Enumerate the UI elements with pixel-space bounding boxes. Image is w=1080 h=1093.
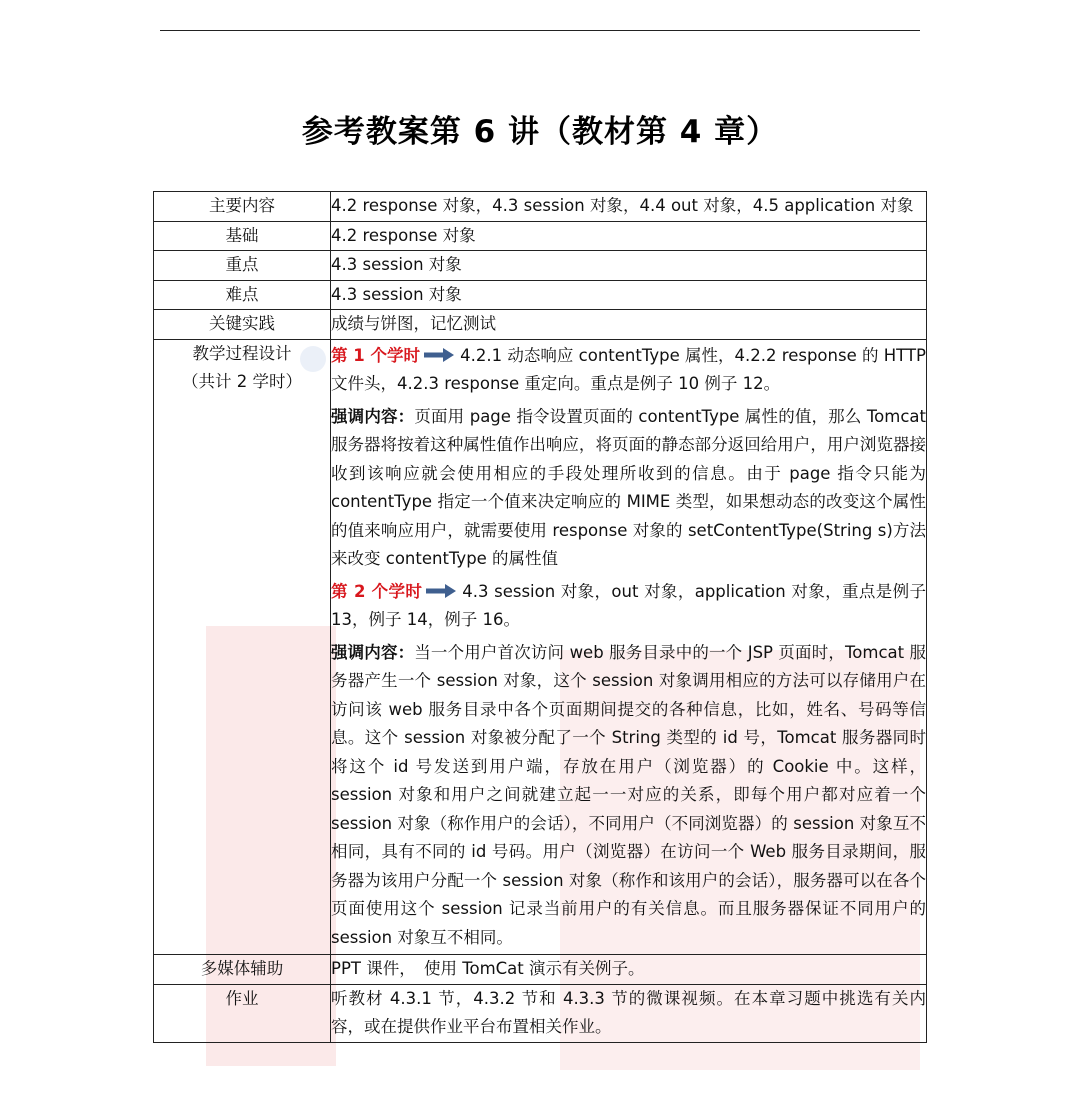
row-label: 作业 bbox=[154, 984, 331, 1042]
table-row bbox=[154, 955, 927, 985]
hour2-emphasis-text: 当一个用户首次访问 web 服务目录中的一个 JSP 页面时，Tomcat 服务器产生一个 session 对象，这个 session 对象调用相应的方法可以存储用户在访问该 web 服务目录中各个页面期间提交的各种信息，比如，姓名、号码等信息。这个 session 对象被分配了一个 String 类型的 id 号，Tomcat 服务器同时将这个 id 号发送到用户端，存放在用户（浏览器）的 Cookie 中。这样，session 对象和用户之间就建立起一一对应的关系，即每个用户都对应着一个 session 对象（称作用户的会话），不同用户（不同浏览器）的 session 对象互不相同，具有不同的 id 号码。用户（浏览器）在访问一个 Web 服务目录期间，服务器为该用户分配一个 session 对象（称作和该用户的会话），服务器可以在各个页面使用这个 session 记录当前用户的有关信息。而且服务器保证不同用户的 session 对象互不相同。 bbox=[331, 642, 927, 947]
top-rule bbox=[160, 30, 920, 31]
hour1-tag: 第 1 个学时 bbox=[331, 345, 421, 365]
row-label: 主要内容 bbox=[154, 192, 331, 222]
row-value: 4.3 session 对象 bbox=[331, 280, 927, 310]
row-label: 关键实践 bbox=[154, 310, 331, 340]
row-label: 基础 bbox=[154, 221, 331, 251]
process-content bbox=[331, 339, 927, 955]
row-value: PPT 课件， 使用 TomCat 演示有关例子。 bbox=[331, 955, 927, 985]
row-value: 听教材 4.3.1 节，4.3.2 节和 4.3.3 节的微课视频。在本章习题中挑选有关内容，或在提供作业平台布置相关作业。 bbox=[331, 984, 927, 1042]
hour1-emphasis-label: 强调内容： bbox=[331, 406, 415, 426]
hour2-summary bbox=[331, 576, 926, 637]
table-row bbox=[154, 251, 927, 281]
right-arrow-icon bbox=[426, 584, 456, 598]
hour1-emphasis-text: 页面用 page 指令设置页面的 contentType 属性的值，那么 Tomcat 服务器将按着这种属性值作出响应，将页面的静态部分返回给用户，用户浏览器接收到该响应就会使用相应的手段处理所收到的信息。由于 page 指令只能为 contentType 指定一个值来决定响应的 MIME 类型，如果想动态的改变这个属性的值来响应用户，就需要使用 response 对象的 setContentType(String s)方法来改变 contentType 的属性值 bbox=[331, 406, 927, 568]
row-value: 4.3 session 对象 bbox=[331, 251, 927, 281]
hour2-summary-text: 4.3 session 对象，out 对象，application 对象，重点是例子 13，例子 14，例子 16。 bbox=[331, 581, 926, 629]
table-row bbox=[154, 280, 927, 310]
row-label: 多媒体辅助 bbox=[154, 955, 331, 985]
row-label: 难点 bbox=[154, 280, 331, 310]
process-label-line2: （共计 2 学时） bbox=[182, 372, 302, 391]
row-value: 成绩与饼图，记忆测试 bbox=[331, 310, 927, 340]
right-arrow-icon bbox=[424, 348, 454, 362]
table-row bbox=[154, 984, 927, 1042]
table-row-process bbox=[154, 339, 927, 955]
page-title: 参考教案第 6 讲（教材第 4 章） bbox=[301, 114, 779, 150]
process-label-line1: 教学过程设计 bbox=[192, 343, 292, 363]
table-row bbox=[154, 310, 927, 340]
table-row bbox=[154, 221, 927, 251]
hour2-tag: 第 2 个学时 bbox=[331, 581, 423, 601]
lesson-plan-table bbox=[153, 191, 927, 1043]
row-value: 4.2 response 对象，4.3 session 对象，4.4 out 对象，4.5 application 对象 bbox=[331, 192, 927, 222]
row-value: 4.2 response 对象 bbox=[331, 221, 927, 251]
hour1-summary bbox=[331, 340, 926, 401]
process-label bbox=[154, 339, 331, 955]
hour1-summary-text: 4.2.1 动态响应 contentType 属性，4.2.2 response 的 HTTP 文件头，4.2.3 response 重定向。重点是例子 10 例子 12。 bbox=[331, 345, 926, 393]
table-row bbox=[154, 192, 927, 222]
row-label: 重点 bbox=[154, 251, 331, 281]
hour2-emphasis-label: 强调内容： bbox=[331, 642, 415, 662]
hour1-emphasis bbox=[331, 401, 926, 576]
hour2-emphasis bbox=[331, 637, 926, 955]
